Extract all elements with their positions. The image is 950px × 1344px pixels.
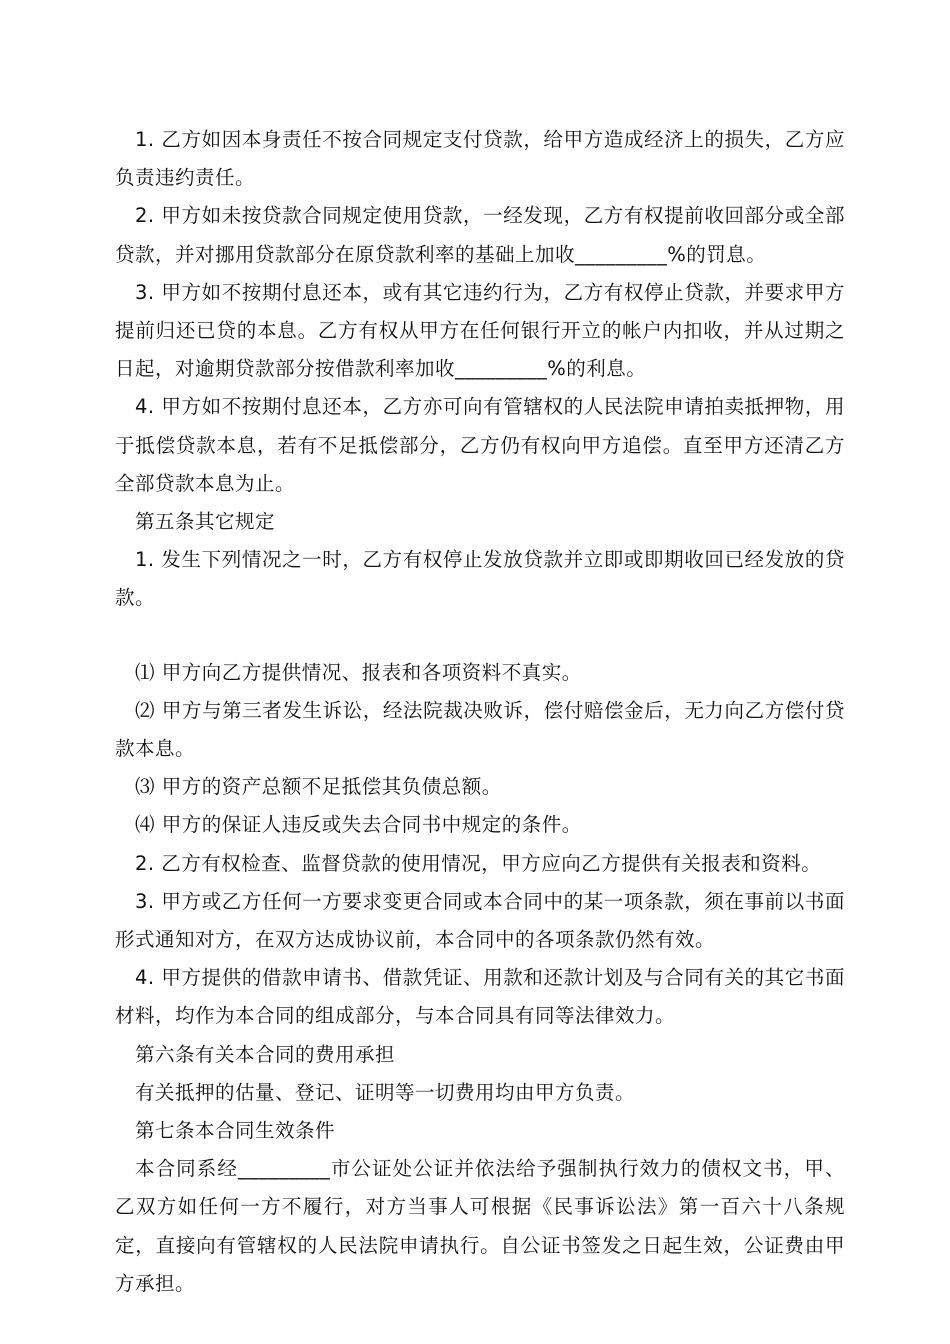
- clause-5-1: 1. 乙方如因本身责任不按合同规定支付贷款，给甲方造成经济上的损失，乙方应负责违约责任。: [115, 128, 845, 190]
- article-5-item-3: 3. 甲方或乙方任何一方要求变更合同或本合同中的某一项条款，须在事前以书面形式通知对方，在双方达成协议前，本合同中的各项条款仍然有效。: [115, 889, 845, 952]
- article-5-item-2: 2. 乙方有权检查、监督贷款的使用情况，甲方应向乙方提供有关报表和资料。: [135, 851, 822, 875]
- article-5-sub-2: ⑵ 甲方与第三者发生诉讼，经法院裁决败诉，偿付赔偿金后，无力向乙方偿付贷款本息。: [115, 698, 845, 761]
- article-5-sub-1: ⑴ 甲方向乙方提供情况、报表和各项资料不真实。: [135, 660, 582, 684]
- article-5-sub-3: ⑶ 甲方的资产总额不足抵偿其负债总额。: [135, 775, 502, 799]
- article-5-item-4: 4. 甲方提供的借款申请书、借款凭证、用款和还款计划及与合同有关的其它书面材料，均作为本合同的组成部分，与本合同具有同等法律效力。: [115, 966, 845, 1028]
- article-5-sub-4: ⑷ 甲方的保证人违反或失去合同书中规定的条件。: [135, 813, 582, 837]
- blank-line: [115, 618, 845, 654]
- article-6-heading: 第六条有关本合同的费用承担: [135, 1042, 396, 1066]
- clause-5-2: 2. 甲方如未按贷款合同规定使用贷款，一经发现，乙方有权提前收回部分或全部贷款，并对挪用贷款部分在原贷款利率的基础上加收_________%的罚息。: [115, 204, 845, 266]
- clause-5-3: 3. 甲方如不按期付息还本，或有其它违约行为，乙方有权停止贷款，并要求甲方提前归还已贷的本息。乙方有权从甲方在任何银行开立的帐户内扣收，并从过期之日起，对逾期贷款部分按借款利率加收_________%的利息。: [115, 280, 845, 381]
- article-7-heading: 第七条本合同生效条件: [135, 1119, 336, 1143]
- article-5-heading: 第五条其它规定: [135, 510, 276, 534]
- article-5-item-1: 1. 发生下列情况之一时，乙方有权停止发放贷款并立即或即期收回已经发放的贷款。: [115, 548, 845, 610]
- clause-5-4: 4. 甲方如不按期付息还本，乙方亦可向有管辖权的人民法院申请拍卖抵押物，用于抵偿贷款本息，若有不足抵偿部分，乙方仍有权向甲方追偿。直至甲方还清乙方全部贷款本息为止。: [115, 395, 845, 495]
- document-page: [115, 121, 845, 1303]
- article-7-body: 本合同系经_________市公证处公证并依法给予强制执行效力的债权文书，甲、乙双方如任何一方不履行，对方当事人可根据《民事诉讼法》第一百六十八条规定，直接向有管辖权的人民法院申请执行。自公证书签发之日起生效，公证费由甲方承担。: [115, 1157, 845, 1295]
- article-6-body: 有关抵押的估量、登记、证明等一切费用均由甲方负责。: [135, 1080, 636, 1104]
